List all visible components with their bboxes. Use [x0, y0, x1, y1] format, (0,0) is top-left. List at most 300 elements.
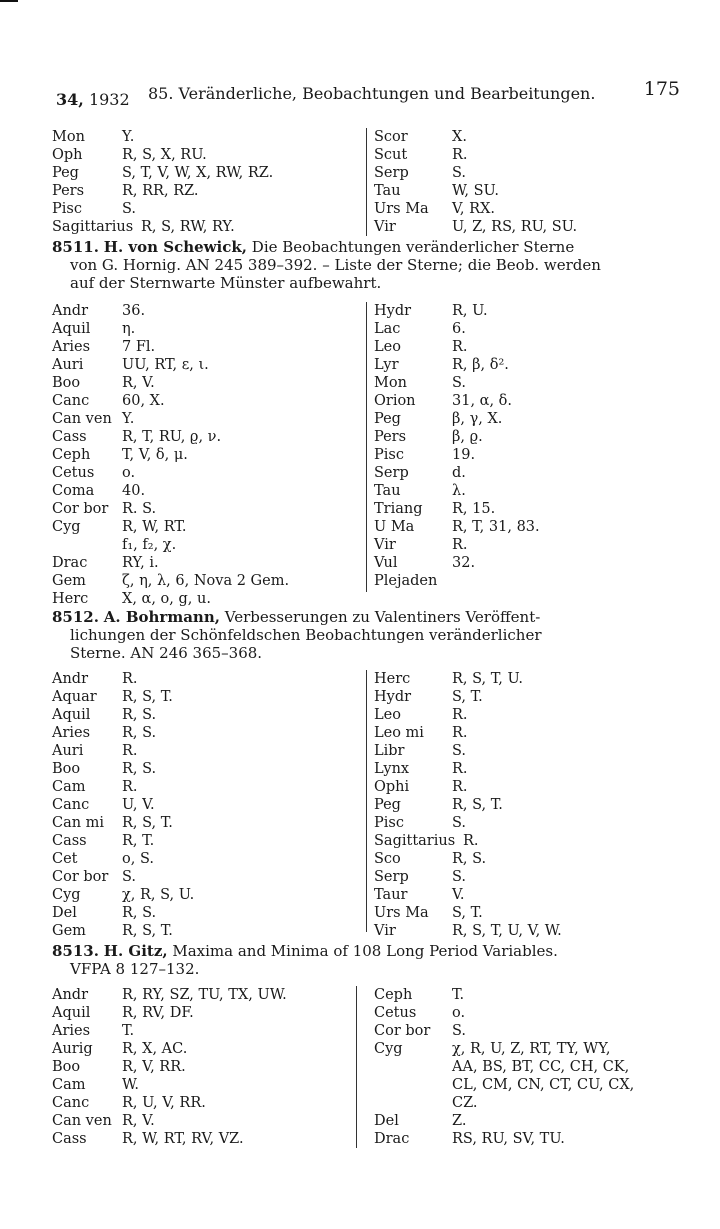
- list-item: [374, 302, 680, 320]
- variable-star-list: RS, RU, SV, TU.: [452, 1131, 565, 1147]
- constellation-name: Lynx: [374, 761, 410, 777]
- constellation-name: Vir: [374, 219, 396, 235]
- list-item: [374, 1040, 680, 1058]
- variable-star-list: R.: [122, 779, 138, 795]
- variable-star-list: 40.: [122, 483, 146, 499]
- variable-star-list: S.: [122, 869, 137, 885]
- list-item: [374, 128, 680, 146]
- variable-star-list: d.: [452, 465, 466, 481]
- constellation-name: Andr: [52, 303, 89, 319]
- list-column-right: [374, 986, 680, 1148]
- variable-star-list: CL, CM, CN, CT, CU, CX,: [452, 1077, 635, 1093]
- variable-star-list: o, S.: [122, 851, 154, 867]
- list-item: [374, 446, 680, 464]
- entry-author: A. Bohrmann,: [103, 608, 220, 626]
- variable-star-list: R.: [452, 761, 468, 777]
- list-item: [52, 218, 357, 236]
- constellation-name: Mon: [52, 129, 85, 145]
- list-item: [374, 464, 680, 482]
- constellation-name: Urs Ma: [374, 201, 429, 217]
- constellation-name: Can ven: [52, 1113, 112, 1129]
- list-item: [52, 814, 357, 832]
- list-item: [374, 886, 680, 904]
- variable-star-list: S, T.: [452, 905, 483, 921]
- constellation-name: Serp: [374, 465, 409, 481]
- variable-star-list: R, V.: [122, 1113, 155, 1129]
- entry-number: 8512.: [52, 608, 99, 626]
- variable-star-list: R, V.: [122, 375, 155, 391]
- list-item: [52, 688, 357, 706]
- variable-star-list: S.: [122, 201, 137, 217]
- entry-8511: [52, 238, 680, 292]
- list-item: [52, 374, 357, 392]
- variable-star-list: Y.: [122, 129, 135, 145]
- variable-star-list: R, X, AC.: [122, 1041, 188, 1057]
- variable-star-list: R, T, RU, ϱ, ν.: [122, 429, 222, 445]
- variable-star-list: β, γ, X.: [452, 411, 503, 427]
- variable-star-list: ζ, η, λ, 6, Nova 2 Gem.: [122, 573, 290, 589]
- constellation-name: Sco: [374, 851, 401, 867]
- variable-star-list: o.: [452, 1005, 466, 1021]
- list-item: [374, 200, 680, 218]
- variable-star-list: R, S.: [122, 725, 157, 741]
- variable-star-list: S, T, V, W, X, RW, RZ.: [122, 165, 274, 181]
- constellation-name: Aries: [52, 339, 91, 355]
- constellation-name: Pers: [52, 183, 85, 199]
- list-item: [374, 760, 680, 778]
- list-item: [374, 1004, 680, 1022]
- list-item: [374, 392, 680, 410]
- constellation-name: Libr: [374, 743, 405, 759]
- variable-star-list: T, V, δ, μ.: [122, 447, 188, 463]
- variable-star-list: R, S.: [452, 851, 487, 867]
- constellation-name: Vir: [374, 537, 396, 553]
- scan-edge-mark: [0, 0, 18, 2]
- list-item: [374, 796, 680, 814]
- constellation-name: Boo: [52, 375, 81, 391]
- constellation-name: Leo mi: [374, 725, 424, 741]
- variable-star-list: R, W, RT.: [122, 519, 187, 535]
- constellation-name: Gem: [52, 923, 86, 939]
- list-column-left: [52, 986, 357, 1148]
- variable-star-list: R, S, X, RU.: [122, 147, 207, 163]
- constellation-name: Cyg: [52, 887, 81, 903]
- variable-star-list: S.: [452, 1023, 467, 1039]
- list-item: [52, 922, 357, 940]
- variable-star-list: 31, α, δ.: [452, 393, 513, 409]
- list-item: [374, 410, 680, 428]
- variable-star-list: R, S, T.: [452, 797, 503, 813]
- variable-star-list: R, β, δ².: [452, 357, 509, 373]
- constellation-name: Ceph: [374, 987, 413, 1003]
- constellation-name: Scut: [374, 147, 408, 163]
- variable-star-list: CZ.: [452, 1095, 478, 1111]
- constellation-name: Cet: [52, 851, 78, 867]
- list-item: [52, 760, 357, 778]
- list-item: [52, 164, 357, 182]
- constellation-name: Cam: [52, 1077, 86, 1093]
- entry-number: 8513.: [52, 942, 99, 960]
- list-item: [52, 320, 357, 338]
- constellation-name: Taur: [374, 887, 408, 903]
- variable-star-list: X.: [452, 129, 467, 145]
- list-item: [52, 1094, 357, 1112]
- constellation-name: Cyg: [52, 519, 81, 535]
- constellation-list-4: [52, 986, 680, 1156]
- list-item: [52, 706, 357, 724]
- constellation-name: Cetus: [374, 1005, 417, 1021]
- constellation-name: Cass: [52, 833, 87, 849]
- list-item: [374, 338, 680, 356]
- constellation-name: Aurig: [52, 1041, 93, 1057]
- list-item: [374, 218, 680, 236]
- constellation-name: Serp: [374, 869, 409, 885]
- constellation-list-3: [52, 670, 680, 940]
- list-item: [374, 670, 680, 688]
- list-item: [374, 688, 680, 706]
- list-item: [374, 536, 680, 554]
- list-item: [52, 986, 357, 1004]
- constellation-name: Can ven: [52, 411, 112, 427]
- list-item: [374, 146, 680, 164]
- constellation-name: Vir: [374, 923, 396, 939]
- column-divider: [366, 128, 367, 236]
- variable-star-list: R.: [452, 339, 468, 355]
- variable-star-list: R, S.: [122, 707, 157, 723]
- constellation-name: Aries: [52, 725, 91, 741]
- column-divider: [356, 986, 357, 1148]
- list-column-right: [374, 302, 680, 590]
- variable-star-list: R.: [452, 147, 468, 163]
- entry-title: Maxima and Minima of 108 Long Period Variables.: [172, 942, 558, 960]
- variable-star-list: Y.: [122, 411, 135, 427]
- variable-star-list: U, V.: [122, 797, 155, 813]
- list-item: [52, 868, 357, 886]
- list-item: [374, 778, 680, 796]
- constellation-name: Aquar: [52, 689, 97, 705]
- list-item: [374, 356, 680, 374]
- list-item: [52, 670, 357, 688]
- list-item: [52, 572, 357, 590]
- list-item: [52, 1004, 357, 1022]
- variable-star-list: R.: [463, 833, 479, 849]
- constellation-name: Mon: [374, 375, 407, 391]
- constellation-name: Tau: [374, 483, 401, 499]
- list-item: [374, 922, 680, 940]
- variable-star-list: R, V, RR.: [122, 1059, 186, 1075]
- variable-star-list: R.: [452, 725, 468, 741]
- variable-star-list: W.: [122, 1077, 139, 1093]
- entry-author: H. von Schewick,: [103, 238, 248, 256]
- list-column-left: [52, 302, 357, 608]
- list-item: [52, 1130, 357, 1148]
- list-item: [52, 850, 357, 868]
- constellation-name: Pers: [374, 429, 407, 445]
- variable-star-list: W, SU.: [452, 183, 500, 199]
- list-item: [52, 886, 357, 904]
- constellation-name: Cetus: [52, 465, 95, 481]
- list-item: [52, 338, 357, 356]
- constellation-name: Andr: [52, 671, 89, 687]
- list-item: [52, 182, 357, 200]
- variable-star-list: R, 15.: [452, 501, 496, 517]
- constellation-name: Auri: [52, 357, 84, 373]
- list-item: [374, 706, 680, 724]
- page-number: 175: [643, 78, 680, 100]
- constellation-name: Del: [374, 1113, 399, 1129]
- list-item: [374, 814, 680, 832]
- constellation-name: Gem: [52, 573, 86, 589]
- list-item: [52, 904, 357, 922]
- constellation-name: Peg: [374, 797, 401, 813]
- list-item: [374, 904, 680, 922]
- variable-star-list: R. S.: [122, 501, 157, 517]
- constellation-name: Scor: [374, 129, 408, 145]
- variable-star-list: R.: [452, 537, 468, 553]
- list-item: [52, 428, 357, 446]
- constellation-name: Drac: [374, 1131, 410, 1147]
- variable-star-list: S.: [452, 743, 467, 759]
- constellation-name: U Ma: [374, 519, 415, 535]
- variable-star-list: S.: [452, 165, 467, 181]
- variable-star-list: R, S, T.: [122, 923, 173, 939]
- constellation-list-2: [52, 302, 680, 608]
- list-item: [374, 518, 680, 536]
- constellation-name: Pisc: [374, 447, 404, 463]
- list-column-left: [52, 128, 357, 236]
- constellation-name: Cyg: [374, 1041, 403, 1057]
- constellation-name: Herc: [52, 591, 89, 607]
- constellation-name: Lyr: [374, 357, 399, 373]
- list-item: [52, 724, 357, 742]
- list-item: [374, 1076, 680, 1094]
- variable-star-list: R, W, RT, RV, VZ.: [122, 1131, 244, 1147]
- variable-star-list: X, α, o, g, u.: [122, 591, 211, 607]
- list-item: [52, 1022, 357, 1040]
- variable-star-list: R, U, V, RR.: [122, 1095, 206, 1111]
- variable-star-list: 32.: [452, 555, 476, 571]
- list-item: [52, 500, 357, 518]
- list-item: [52, 200, 357, 218]
- list-item: [52, 392, 357, 410]
- constellation-name: Triang: [374, 501, 423, 517]
- constellation-name: Cor bor: [52, 869, 109, 885]
- list-item: [52, 482, 357, 500]
- entry-line: auf der Sternwarte Münster aufbewahrt.: [70, 274, 382, 292]
- variable-star-list: S.: [452, 815, 467, 831]
- variable-star-list: R, S, T, U, V, W.: [452, 923, 562, 939]
- list-item: [52, 446, 357, 464]
- list-item: [374, 742, 680, 760]
- variable-star-list: R, S, T.: [122, 815, 173, 831]
- constellation-name: Orion: [374, 393, 416, 409]
- constellation-name: Aquil: [52, 321, 91, 337]
- variable-star-list: V, RX.: [452, 201, 496, 217]
- constellation-name: Sagittarius: [52, 219, 134, 235]
- entry-line: VFPA 8 127–132.: [70, 960, 200, 978]
- entry-line: von G. Hornig. AN 245 389–392. – Liste der Sterne; die Beob. werden: [70, 256, 601, 274]
- list-item: [374, 1112, 680, 1130]
- constellation-name: Peg: [374, 411, 401, 427]
- constellation-name: Sagittarius: [374, 833, 456, 849]
- list-item: [374, 572, 680, 590]
- variable-star-list: S.: [452, 869, 467, 885]
- constellation-name: Aquil: [52, 707, 91, 723]
- constellation-name: Aries: [52, 1023, 91, 1039]
- constellation-name: Herc: [374, 671, 411, 687]
- entry-line: Sterne. AN 246 365–368.: [70, 644, 263, 662]
- constellation-name: Cass: [52, 429, 87, 445]
- list-item: [52, 356, 357, 374]
- constellation-name: Tau: [374, 183, 401, 199]
- variable-star-list: T.: [452, 987, 465, 1003]
- list-item: [374, 1058, 680, 1076]
- constellation-name: Leo: [374, 339, 401, 355]
- constellation-name: Canc: [52, 797, 90, 813]
- column-divider: [366, 302, 367, 592]
- list-item: [374, 850, 680, 868]
- entry-8513: [52, 942, 680, 978]
- variable-star-list: UU, RT, ε, ι.: [122, 357, 209, 373]
- constellation-name: Vul: [374, 555, 398, 571]
- list-item: [374, 832, 680, 850]
- list-item: [52, 1058, 357, 1076]
- variable-star-list: R, U.: [452, 303, 488, 319]
- constellation-name: Cor bor: [374, 1023, 431, 1039]
- page-header: [52, 78, 680, 108]
- list-item: [52, 778, 357, 796]
- constellation-name: Urs Ma: [374, 905, 429, 921]
- list-item: [374, 320, 680, 338]
- list-item: [52, 518, 357, 536]
- constellation-name: Cass: [52, 1131, 87, 1147]
- variable-star-list: AA, BS, BT, CC, CH, CK,: [452, 1059, 630, 1075]
- header-volume-year: 34, 1932: [56, 90, 130, 109]
- constellation-name: Canc: [52, 1095, 90, 1111]
- list-item: [374, 1130, 680, 1148]
- constellation-name: Del: [52, 905, 77, 921]
- list-item: [374, 986, 680, 1004]
- variable-star-list: R, S, RW, RY.: [141, 219, 235, 235]
- variable-star-list: S, T.: [452, 689, 483, 705]
- variable-star-list: RY, i.: [122, 555, 159, 571]
- constellation-name: Hydr: [374, 689, 412, 705]
- variable-star-list: 6.: [452, 321, 466, 337]
- entry-author: H. Gitz,: [103, 942, 168, 960]
- variable-star-list: U, Z, RS, RU, SU.: [452, 219, 578, 235]
- variable-star-list: R.: [452, 779, 468, 795]
- variable-star-list: o.: [122, 465, 136, 481]
- list-item: [52, 742, 357, 760]
- variable-star-list: R, S, T, U.: [452, 671, 524, 687]
- variable-star-list: χ, R, S, U.: [122, 887, 195, 903]
- list-item: [374, 482, 680, 500]
- constellation-name: Ophi: [374, 779, 410, 795]
- list-item: [52, 128, 357, 146]
- list-item: [374, 868, 680, 886]
- constellation-name: Andr: [52, 987, 89, 1003]
- entry-number: 8511.: [52, 238, 99, 256]
- constellation-name: Oph: [52, 147, 83, 163]
- variable-star-list: V.: [452, 887, 465, 903]
- list-item: [52, 1076, 357, 1094]
- entry-line: lichungen der Schönfeldschen Beobachtungen veränderlicher: [70, 626, 542, 644]
- constellation-name: Aquil: [52, 1005, 91, 1021]
- variable-star-list: R.: [452, 707, 468, 723]
- constellation-name: Cam: [52, 779, 86, 795]
- variable-star-list: 60, X.: [122, 393, 165, 409]
- variable-star-list: S.: [452, 375, 467, 391]
- constellation-name: Boo: [52, 1059, 81, 1075]
- constellation-name: Ceph: [52, 447, 91, 463]
- entry-8512: [52, 608, 680, 662]
- list-item: [52, 536, 357, 554]
- constellation-name: Drac: [52, 555, 88, 571]
- list-item: [52, 796, 357, 814]
- variable-star-list: R.: [122, 743, 138, 759]
- variable-star-list: R, RV, DF.: [122, 1005, 194, 1021]
- list-item: [52, 146, 357, 164]
- variable-star-list: 36.: [122, 303, 146, 319]
- constellation-name: Lac: [374, 321, 401, 337]
- variable-star-list: R, T, 31, 83.: [452, 519, 540, 535]
- list-item: [374, 374, 680, 392]
- variable-star-list: λ.: [452, 483, 466, 499]
- list-item: [52, 590, 357, 608]
- list-item: [52, 464, 357, 482]
- constellation-name: Plejaden: [374, 573, 438, 589]
- constellation-name: Serp: [374, 165, 409, 181]
- list-item: [52, 302, 357, 320]
- list-item: [52, 410, 357, 428]
- list-item: [374, 1022, 680, 1040]
- variable-star-list: R, S.: [122, 905, 157, 921]
- list-item: [374, 1094, 680, 1112]
- list-item: [374, 554, 680, 572]
- variable-star-list: R, RR, RZ.: [122, 183, 199, 199]
- variable-star-list: R, S, T.: [122, 689, 173, 705]
- variable-star-list: 19.: [452, 447, 476, 463]
- list-item: [52, 1040, 357, 1058]
- variable-star-list: η.: [122, 321, 136, 337]
- variable-star-list: R.: [122, 671, 138, 687]
- entry-title: Verbesserungen zu Valentiners Veröffent-: [224, 608, 541, 626]
- constellation-name: Boo: [52, 761, 81, 777]
- variable-star-list: Z.: [452, 1113, 467, 1129]
- list-column-left: [52, 670, 357, 940]
- variable-star-list: T.: [122, 1023, 135, 1039]
- constellation-name: Can mi: [52, 815, 105, 831]
- list-item: [52, 832, 357, 850]
- variable-star-list: χ, R, U, Z, RT, TY, WY,: [452, 1041, 611, 1057]
- constellation-name: Canc: [52, 393, 90, 409]
- list-item: [374, 164, 680, 182]
- list-column-right: [374, 128, 680, 236]
- list-item: [374, 428, 680, 446]
- constellation-name: Leo: [374, 707, 401, 723]
- entry-title: Die Beobachtungen veränderlicher Sterne: [251, 238, 575, 256]
- column-divider: [366, 670, 367, 932]
- list-item: [374, 182, 680, 200]
- list-column-right: [374, 670, 680, 940]
- list-item: [374, 500, 680, 518]
- variable-star-list: f₁, f₂, χ.: [122, 537, 177, 553]
- constellation-name: Auri: [52, 743, 84, 759]
- constellation-list-1: [52, 128, 680, 236]
- list-item: [52, 554, 357, 572]
- variable-star-list: R, T.: [122, 833, 155, 849]
- variable-star-list: β, ϱ.: [452, 429, 483, 445]
